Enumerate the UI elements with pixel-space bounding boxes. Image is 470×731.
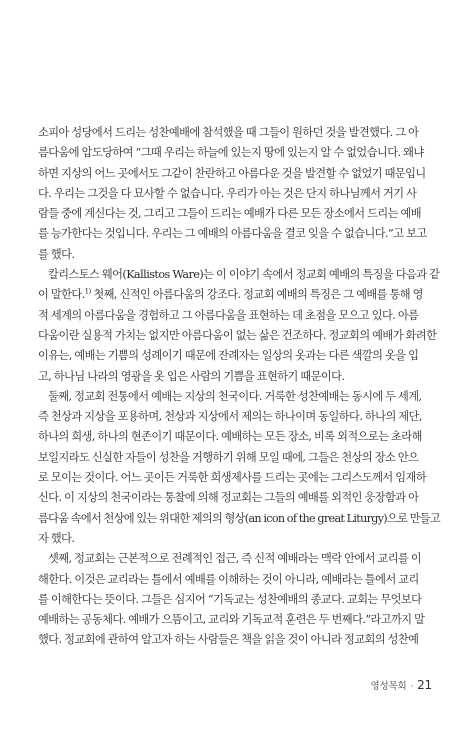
footnote-marker: 1)	[84, 287, 91, 296]
text-line-with-footnote	[38, 285, 440, 305]
text-line: 를 능가한다는 것입니다. 우리는 그 예배의 아름다움을 결코 잊을 수 없습니다.”고 보고	[38, 227, 427, 241]
text-line: 로 모이는 것이다. 어느 곳이든 거룩한 희생제사를 드리는 곳에는 그리스도께서 임재하	[38, 471, 427, 485]
text-line: 예배하는 공동체다. 예배가 으뜸이고, 교리와 기독교적 훈련은 두 번째다.”라고까지 말	[38, 613, 425, 627]
text-line: 다. 우리는 그것을 다 묘사할 수 없습니다. 우리가 아는 것은 단지 하나님께서 거기 사	[38, 186, 417, 200]
text-line: 했다. 정교회에 관하여 알고자 하는 사람들은 책을 읽을 것이 아니라 정교회의 성찬예	[38, 633, 419, 647]
text-line: 이유는, 예배는 기쁨의 성례이기 때문에 잔례자는 일상의 옷과는 다른 색깔의 옷을 입	[38, 349, 419, 363]
text-line: 칼리스토스 웨어(Kallistos Ware)는 이 이야기 속에서 정교회 예배의 특징을 다음과 같	[48, 268, 440, 282]
text-line: 소피아 성당에서 드리는 성찬예배에 참석했을 때 그들이 원하던 것을 발견했다. 그 아	[38, 126, 419, 139]
text-line: 다움이란 실용적 가치는 없지만 아름다움이 없는 삶은 건조하다. 정교회의 예배가 화려한	[38, 328, 437, 342]
text-line: 하나의 희생, 하나의 현존이기 때문이다. 예배하는 모든 장소, 비록 외적으로는 초라해	[38, 430, 422, 444]
text-line: 람들 중에 계신다는 것, 그리고 그들이 드리는 예배가 다른 모든 장소에서 드리는 예배	[38, 207, 422, 221]
page-number: 21	[417, 678, 432, 692]
text-line: 신다. 이 지상의 천국이라는 통찰에 의해 정교회는 그들의 예배를 외적인 웅장함과 아	[38, 491, 419, 505]
footer-separator: ·	[410, 682, 414, 692]
body-text	[38, 123, 440, 651]
text-fragment: 이 말한다.	[38, 288, 85, 302]
text-line: 해한다. 이것은 교리라는 틀에서 예배를 이해하는 것이 아니라, 예배라는 틀에서 교리	[38, 572, 419, 586]
text-line: 름다움 속에서 천상에 있는 위대한 제의의 형상(an icon of the great Liturgy)으로 만들고	[38, 511, 440, 525]
text-line: 자 했다.	[38, 531, 75, 545]
text-fragment: 첫째, 신적인 아름다움의 강조다. 정교회 예배의 특징은 그 예배를 통해 영	[90, 288, 423, 302]
text-line: 즉 천상과 지상을 포용하며, 천상과 지상에서 제의는 하나이며 동일하다. 하나의 제단,	[38, 410, 422, 424]
running-title: 영성목회	[370, 681, 407, 692]
text-line: 적 세계의 아름다움을 경험하고 그 아름다움을 표현하는 데 초점을 모으고 있다. 아름	[38, 308, 419, 322]
text-line: 를 이해한다는 뜻이다. 그들은 심지어 “기독교는 성찬예배의 종교다. 교회는 무엇보다	[38, 592, 422, 606]
text-line: 셋째, 정교회는 근본적으로 전례적인 접근, 즉 신적 예배라는 맥락 안에서 교리를 이	[48, 552, 422, 566]
text-line: 둘째, 정교회 전통에서 예배는 지상의 천국이다. 거룩한 성찬예배는 동시에 두 세계,	[48, 389, 422, 403]
text-line: 하면 지상의 어느 곳에서도 그같이 찬란하고 아름다운 것을 발견할 수 없었기 때문입니	[38, 166, 426, 180]
page-footer	[371, 678, 432, 692]
text-line: 를 했다.	[38, 247, 75, 261]
text-line: 고, 하나님 나라의 영광을 옷 입은 사람의 기쁨을 표현하기 때문이다.	[38, 369, 345, 383]
text-line: 름다움에 압도당하여 “그때 우리는 하늘에 있는지 땅에 있는지 알 수 없었습니다. 왜냐	[38, 146, 424, 160]
text-line: 보일지라도 신실한 자들이 성찬을 거행하기 위해 모일 때에, 그들은 천상의 장소 안으	[38, 450, 419, 464]
